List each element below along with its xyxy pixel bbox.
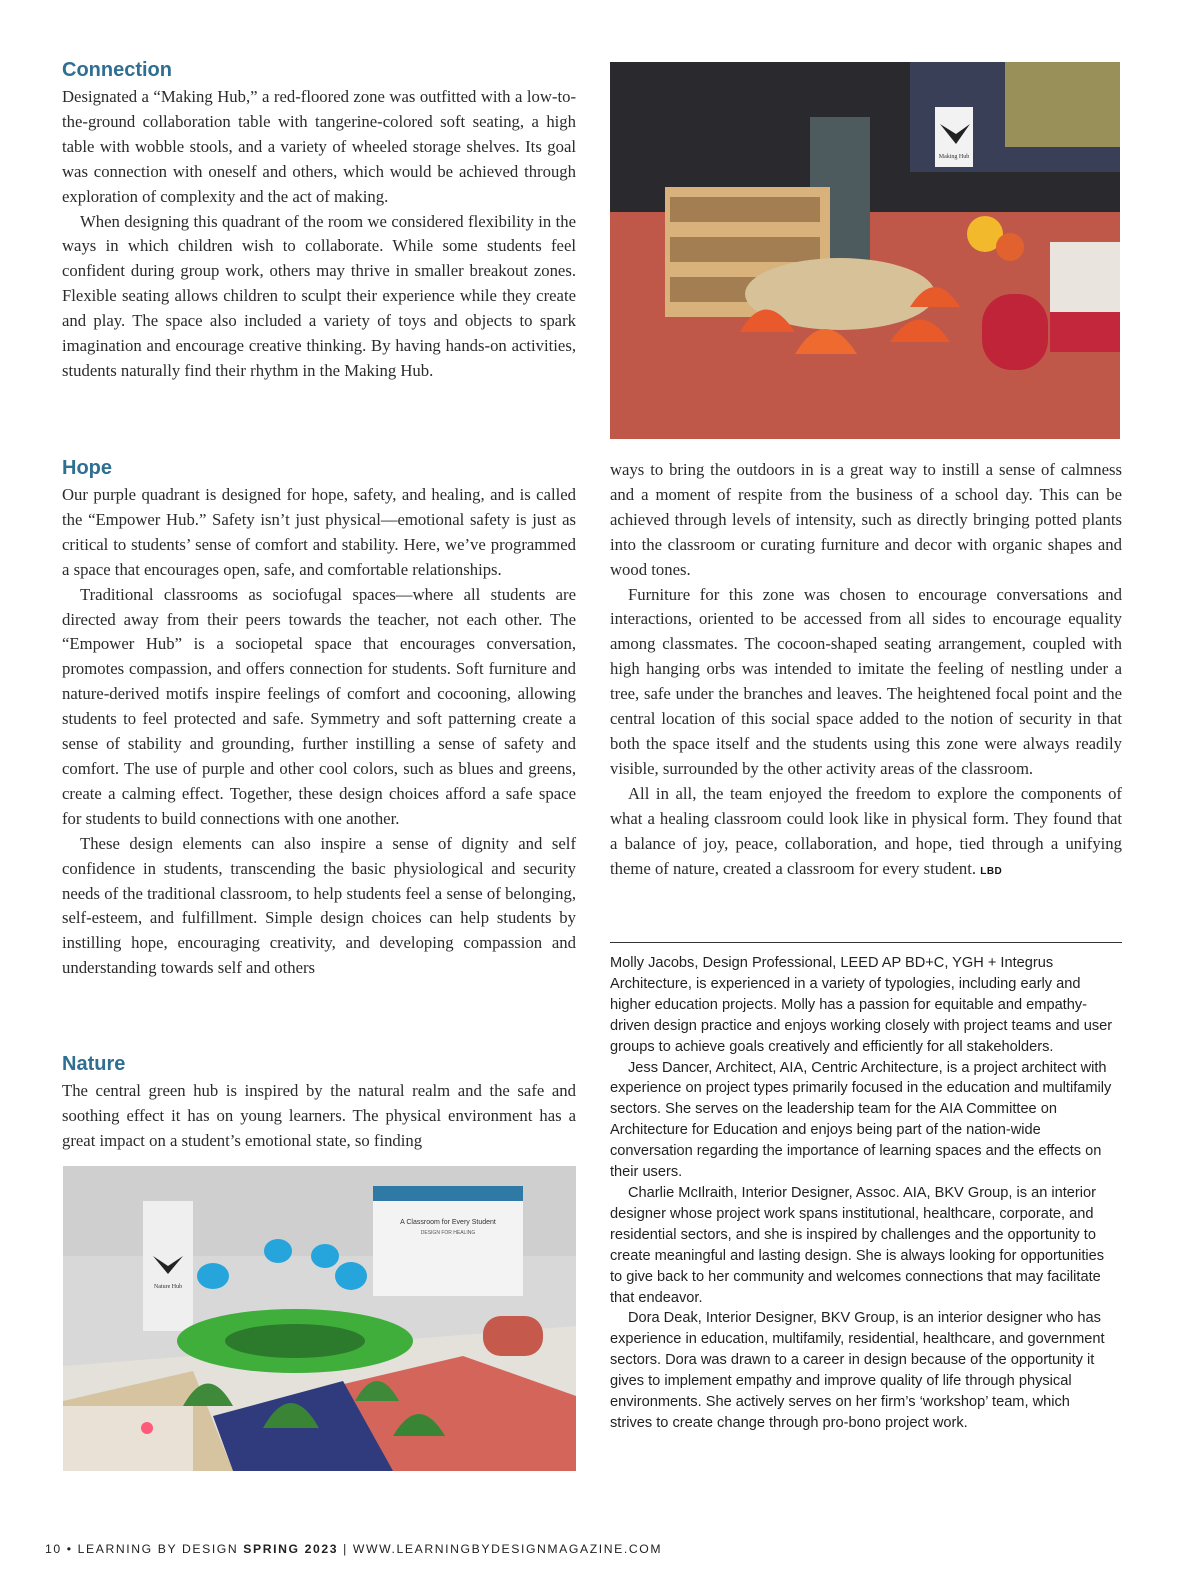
bio-paragraph: Dora Deak, Interior Designer, BKV Group, is an interior designer who has experience in education, multifamily, residential, healthcare, and government sectors. Dora was drawn to a career in design because of the opportunity it gives to implement empathy and improve quality of life through physical environments. She actively serves on her firm’s ‘workshop’ team, which strives to create change through pro-bono project work. [610, 1310, 1105, 1431]
heading-hope: Hope [62, 457, 112, 479]
footer-separator: | [343, 1542, 348, 1556]
page-footer [45, 1542, 665, 1556]
paragraph: Designated a “Making Hub,” a red-floored zone was outfitted with a low-to-the-ground collaboration table with tangerine-colored soft seating, a high table with wobble stools, and a variety of wheeled storage shelves. Its goal was connection with oneself and others, which would be achieved through exploration of complexity and the act of making. [62, 87, 576, 206]
heading-nature: Nature [62, 1053, 126, 1075]
issue-label: SPRING 2023 [243, 1542, 339, 1556]
bio-paragraph: Jess Dancer, Architect, AIA, Centric Architecture, is a project architect with experience on project types primarily focused in the education and multifamily sectors. She serves on the leadership team for the AIA Committee on Architecture for Education and enjoys being part of the nation-wide conversation regarding the importance of learning spaces and the effects on their users. [610, 1059, 1112, 1181]
footer-bullet: • [66, 1542, 73, 1556]
paragraph: The central green hub is inspired by the natural realm and the safe and soothing effect it has on young learners. The physical environment has a great impact on a student’s emotional state, so finding [62, 1081, 576, 1150]
website-link[interactable]: WWW.LEARNINGBYDESIGNMAGAZINE.COM [352, 1542, 663, 1556]
paragraph-text: All in all, the team enjoyed the freedom to explore the components of what a healing classroom could look like in physical form. They found that a balance of joy, peace, collaboration, and hope, tied through a unifying theme of nature, created a classroom for every student. [610, 783, 1122, 878]
paragraph [610, 782, 1122, 885]
paragraph: When designing this quadrant of the room we considered flexibility in the ways in which children wish to collaborate. While some students feel confident during group work, others may thrive in smaller breakout zones. Flexible seating allows children to sculpt their experience while they create and play. The space also included a variety of toys and objects to spark imagination and encourage creative thinking. By having hands-on activities, students naturally find their rhythm in the Making Hub. [62, 211, 576, 380]
divider-rule [610, 942, 1122, 943]
nature-banner-title: A Classroom for Every Student [400, 1219, 496, 1226]
nature-banner-sub: DESIGN FOR HEALING [420, 1230, 476, 1236]
heading-connection: Connection [62, 59, 172, 81]
publication-name: LEARNING BY DESIGN [77, 1542, 239, 1556]
paragraph: ways to bring the outdoors in is a great way to instill a sense of calmness and a moment of respite from the business of a school day. This can be achieved through levels of intensity, such as directly bringing potted plants into the classroom or curating furniture and decor with organic shapes and wood tones. [610, 460, 1122, 579]
paragraph: Furniture for this zone was chosen to encourage conversations and interactions, oriented to be accessed from all sides to encourage equality among classmates. The cocoon-shaped seating arrangement, coupled with high hanging orbs was intended to imitate the feeling of nestling under a tree, safe under the branches and leaves. The heightened focal point and the central location of this social space added to the notion of security in that both the space itself and the students using this zone were always readily visible, surrounded by the other activity areas of the classroom. [610, 584, 1122, 778]
photo-nature-hub [63, 1166, 576, 1471]
section-nature [62, 1052, 576, 1154]
page-number: 10 [45, 1542, 62, 1556]
right-column-text [610, 458, 1122, 884]
paragraph: Traditional classrooms as sociofugal spaces—where all students are directed away from their peers towards the teacher, not each other. The “Empower Hub” is a sociopetal space that encourages conversation, promotes compassion, and offers connection for students. Soft furniture and nature-derived motifs inspire feelings of comfort and cocooning, allowing students to feel protected and safe. Symmetry and soft patterning create a sense of stability and grounding, further instilling a sense of safety and comfort. The use of purple and other cool colors, such as blues and greens, create a calming effect. Together, these design choices afford a safe space for students to build connections with one another. [62, 584, 576, 828]
photo-making-hub [610, 62, 1120, 439]
author-bios [610, 953, 1116, 1434]
end-mark: LBD [980, 865, 1003, 877]
making-hub-sign: Making Hub [938, 154, 970, 160]
bio-paragraph: Charlie McIlraith, Interior Designer, Assoc. AIA, BKV Group, is an interior designer whose project work spans institutional, healthcare, corporate, and residential sectors, and she is inspired by challenges and the opportunity to create meaningful and lasting design. She is always looking for opportunities to give back to her community and welcomes connections that may facilitate that endeavor. [610, 1184, 1105, 1306]
nature-hub-sign: Nature Hub [153, 1284, 183, 1290]
section-hope [62, 456, 576, 981]
paragraph: Our purple quadrant is designed for hope, safety, and healing, and is called the “Empower Hub.” Safety isn’t just physical—emotional safety is just as critical to students’ sense of comfort and stability. Here, we’ve programmed a space that encourages open, safe, and comfortable relationships. [62, 485, 576, 579]
section-connection [62, 58, 576, 384]
bio-paragraph: Molly Jacobs, Design Professional, LEED AP BD+C, YGH + Integrus Architecture, is experienced in a variety of typologies, including early and higher education projects. Molly has a passion for equitable and empathy-driven design practice and enjoys working closely with project teams and user groups to achieve goals creatively and efficiently for all stakeholders. [610, 955, 1113, 1055]
paragraph: These design elements can also inspire a sense of dignity and self confidence in students, transcending the basic physiological and security needs of the traditional classroom, to help students feel a sense of belonging, self-esteem, and fulfillment. Simple design choices can help students by instilling hope, encouraging creativity, and developing compassion and understanding towards self and others [62, 833, 576, 978]
